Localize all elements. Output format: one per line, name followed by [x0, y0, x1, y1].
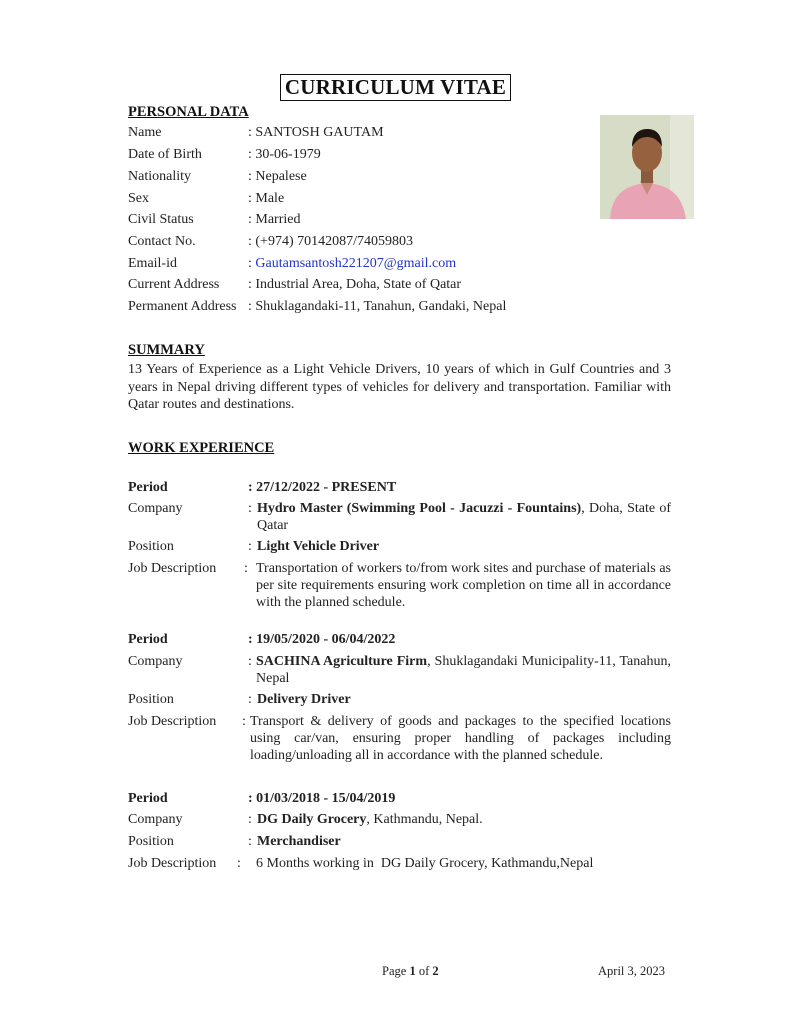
job3-company-value [257, 811, 671, 828]
job3-period-value: : 01/03/2018 - 15/04/2019 [248, 791, 396, 806]
value-name: : SANTOSH GAUTAM [248, 125, 384, 140]
job1-period-label: Period [128, 480, 168, 495]
job2-description-value: Transport & delivery of goods and packages to the specified locations using car/van, ensuring proper handling of packages including loading/unloading all in accordance with the planned schedule. [250, 714, 671, 763]
email-colon: : [248, 256, 256, 271]
job3-period-label: Period [128, 791, 168, 806]
job2-company-value [256, 653, 671, 687]
job2-period-value: : 19/05/2020 - 06/04/2022 [248, 632, 396, 647]
label-permanent-address: Permanent Address [128, 299, 237, 314]
job1-period-value: : 27/12/2022 - PRESENT [248, 480, 397, 495]
page-prefix: Page [382, 964, 410, 978]
job1-company-value [257, 500, 671, 534]
job3-company-label: Company [128, 812, 183, 827]
job3-description-value: 6 Months working in DG Daily Grocery, Kathmandu,Nepal [256, 856, 594, 871]
job3-description-label: Job Description [128, 856, 217, 871]
job3-description-colon: : [237, 856, 241, 871]
job3-position-value: Merchandiser [257, 834, 341, 849]
label-contact: Contact No. [128, 234, 196, 249]
label-civil-status: Civil Status [128, 212, 194, 227]
job1-company-name: Hydro Master (Swimming Pool - Jacuzzi - Fountains) [257, 501, 582, 516]
email-link[interactable]: Gautamsantosh221207@gmail.com [255, 256, 457, 271]
value-nationality: : Nepalese [248, 169, 307, 184]
job3-company-location: , Kathmandu, Nepal. [366, 812, 483, 827]
job2-company-location: , Shuklagandaki Municipality-11, Tanahun, Nepal [256, 654, 671, 686]
job2-position-value: Delivery Driver [257, 692, 351, 707]
value-permanent-address: : Shuklagandaki-11, Tanahun, Gandaki, Nepal [248, 299, 507, 314]
page-of: of [415, 964, 433, 978]
value-civil-status: : Married [248, 212, 301, 227]
page-number [382, 964, 439, 979]
value-sex: : Male [248, 191, 285, 206]
page-total: 2 [432, 964, 439, 978]
job1-position-label: Position [128, 539, 174, 554]
job3-company-colon: : [248, 812, 252, 827]
job1-position-value: Light Vehicle Driver [257, 539, 380, 554]
title-wrap [0, 74, 791, 101]
job2-description-colon: : [242, 714, 246, 729]
label-name: Name [128, 125, 162, 140]
footer-date: April 3, 2023 [598, 964, 666, 978]
profile-photo [600, 115, 694, 219]
job3-company-name: DG Daily Grocery [257, 812, 367, 827]
profile-photo-figure [600, 115, 694, 219]
job3-position-colon: : [248, 834, 252, 849]
label-current-address: Current Address [128, 277, 220, 292]
job1-position-colon: : [248, 539, 252, 554]
work-experience-heading: WORK EXPERIENCE [128, 440, 275, 456]
job3-position-label: Position [128, 834, 174, 849]
value-email-wrap [248, 255, 456, 272]
document-title: CURRICULUM VITAE [280, 74, 511, 101]
label-email: Email-id [128, 256, 177, 271]
job1-company-location: , Doha, State of Qatar [257, 501, 671, 533]
job2-company-colon: : [248, 654, 252, 669]
job1-company-label: Company [128, 501, 183, 516]
label-dob: Date of Birth [128, 147, 202, 162]
job2-period-label: Period [128, 632, 168, 647]
page-current: 1 [409, 964, 416, 978]
job2-description-label: Job Description [128, 714, 217, 729]
label-sex: Sex [128, 191, 149, 206]
job1-description-colon: : [244, 561, 248, 576]
job2-company-label: Company [128, 654, 183, 669]
personal-data-heading: PERSONAL DATA [128, 104, 249, 120]
job1-description-label: Job Description [128, 561, 217, 576]
value-current-address: : Industrial Area, Doha, State of Qatar [248, 277, 462, 292]
job2-position-label: Position [128, 692, 174, 707]
summary-text: 13 Years of Experience as a Light Vehicle Drivers, 10 years of which in Gulf Countries and 3 years in Nepal driving different types of vehicles for delivery and transportation. Familiar with Qatar routes and destinations. [128, 362, 671, 412]
job2-company-name: SACHINA Agriculture Firm [256, 654, 428, 669]
value-contact: : (+974) 70142087/74059803 [248, 234, 413, 249]
summary-heading: SUMMARY [128, 342, 205, 358]
job1-company-colon: : [248, 501, 252, 516]
label-nationality: Nationality [128, 169, 191, 184]
job2-position-colon: : [248, 692, 252, 707]
value-dob: : 30-06-1979 [248, 147, 321, 162]
job1-description-value: Transportation of workers to/from work sites and purchase of materials as per site requirements ensuring work completion on time all in accordance with the planned schedule. [256, 561, 671, 610]
